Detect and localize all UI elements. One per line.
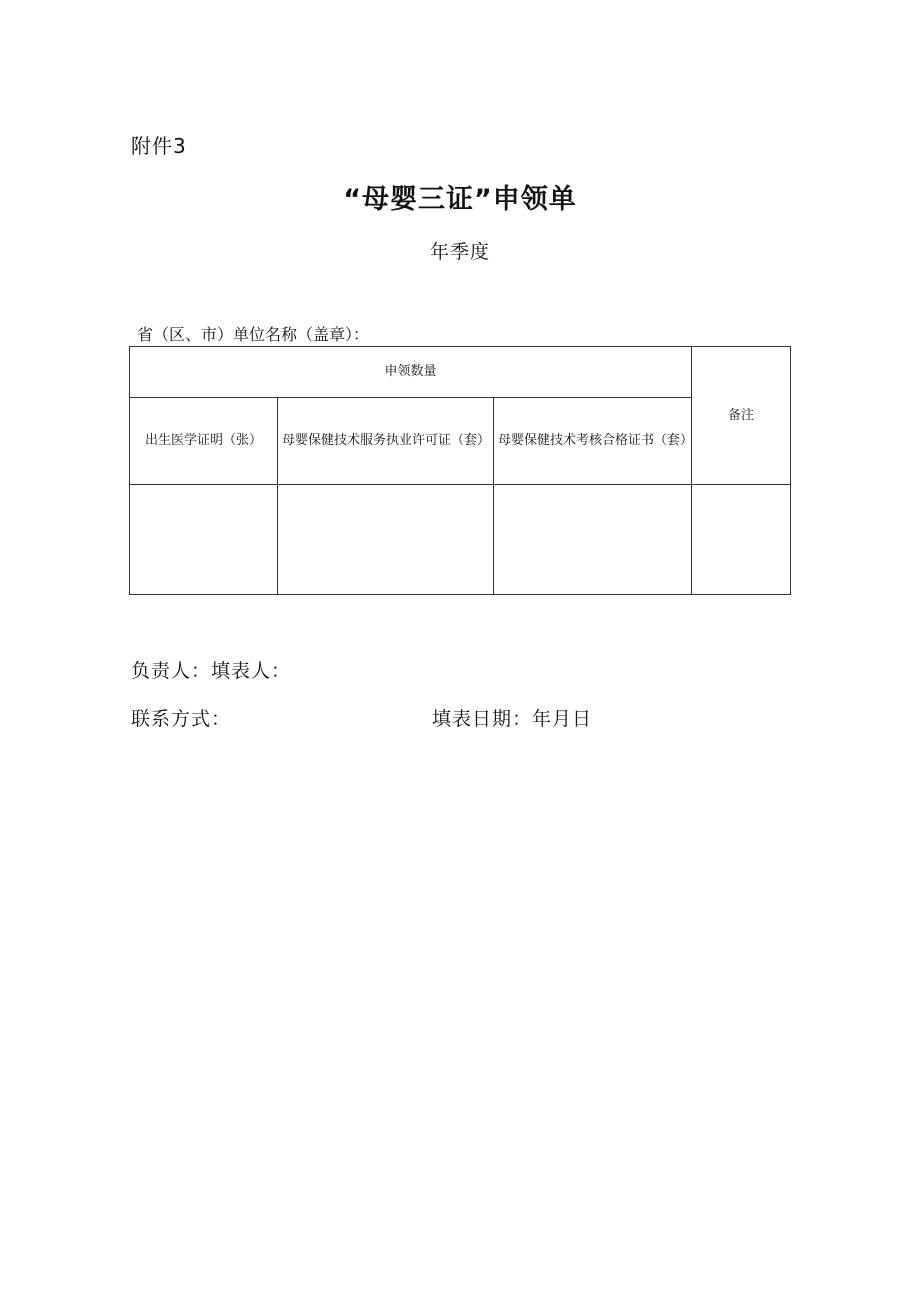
contact-label: 联系方式： [131, 708, 232, 730]
attachment-label: 附件3 [131, 134, 187, 158]
fill-date-label: 填表日期：年月日 [432, 708, 593, 730]
practice-license-cell[interactable] [278, 485, 494, 595]
application-table [129, 346, 791, 595]
qualification-certificate-cell[interactable] [494, 485, 692, 595]
birth-certificate-cell[interactable] [130, 485, 278, 595]
table-subheader-row [130, 398, 791, 485]
remarks-cell[interactable] [692, 485, 791, 595]
responsible-person-label: 负责人：填表人： [131, 660, 292, 682]
quantity-group-header: 申领数量 [130, 347, 692, 398]
table-header-row [130, 347, 791, 398]
period-subtitle: 年季度 [429, 241, 490, 263]
page-title: “母婴三证”申领单 [343, 184, 577, 215]
remarks-header: 备注 [692, 347, 791, 485]
practice-license-header: 母婴保健技术服务执业许可证（套） [278, 398, 494, 485]
qualification-certificate-header: 母婴保健技术考核合格证书（套） [494, 398, 692, 485]
unit-name-label: 省（区、市）单位名称（盖章）： [137, 325, 370, 344]
table-row [130, 485, 791, 595]
birth-certificate-header: 出生医学证明（张） [130, 398, 278, 485]
